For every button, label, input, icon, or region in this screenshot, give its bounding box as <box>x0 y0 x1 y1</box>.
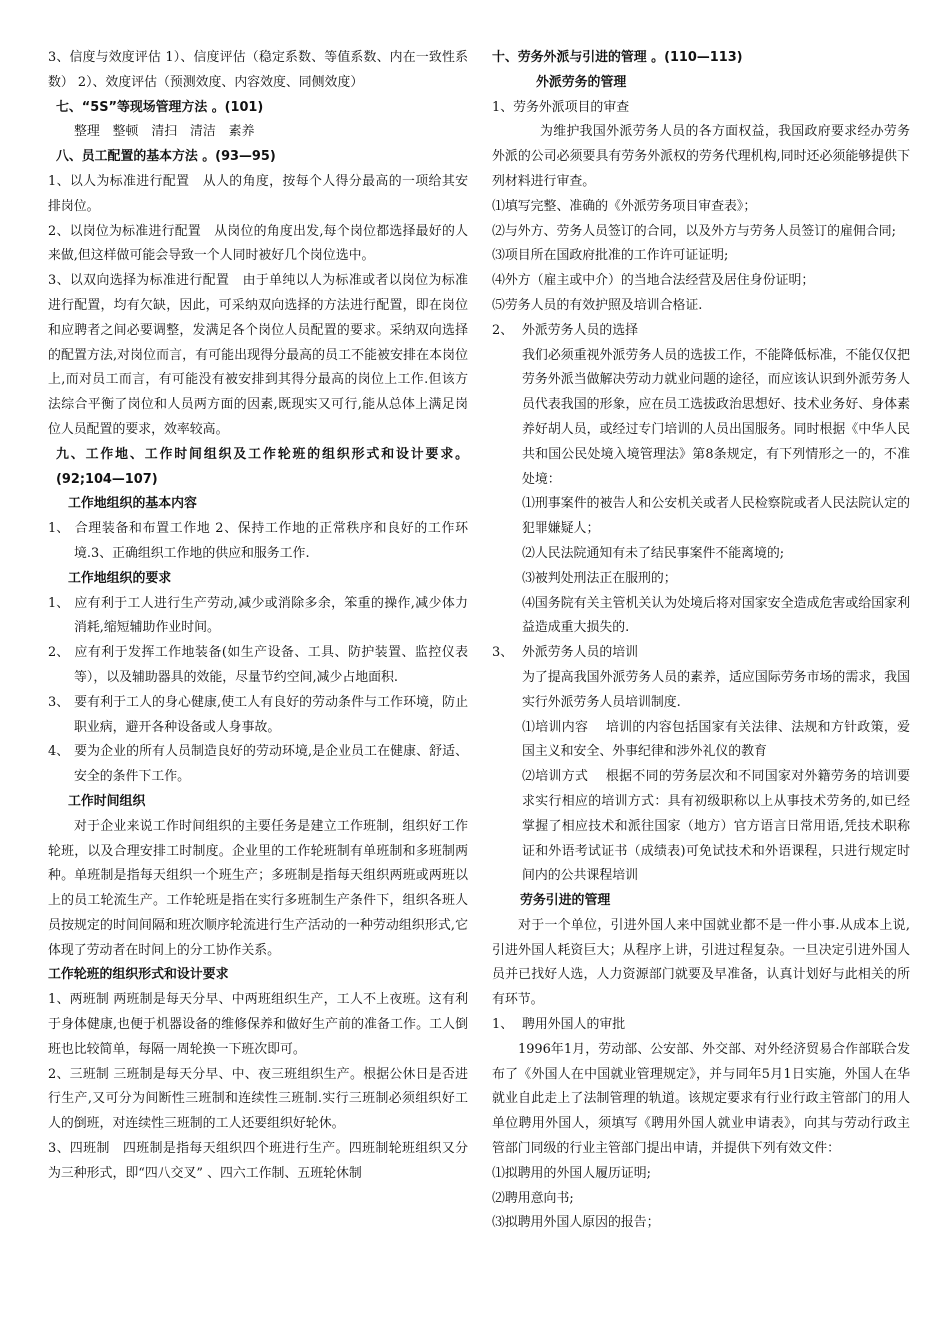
list-text: 要有利于工人的身心健康,使工人有良好的劳动条件与工作环境，防止职业病，避开各种设备或人身事故。 <box>74 694 468 735</box>
list-item <box>492 319 910 344</box>
list-item: ⑴拟聘用的外国人履历证明; <box>492 1165 652 1181</box>
list-item: ⑵聘用意向书; <box>492 1190 574 1206</box>
paragraph: 2、以岗位为标准进行配置 从岗位的角度出发,每个岗位都选择最好的人来做,但这样做可能会导致一个人同时被好几个岗位选中。 <box>48 223 468 264</box>
section-heading: 十、劳务外派与引进的管理 。(110—113) <box>492 50 743 65</box>
list-item: ⑴填写完整、准确的《外派劳务项目审查表》； <box>492 198 757 214</box>
section-heading: 七、“5S”等现场管理方法 。(101) <box>56 99 264 115</box>
list-text: 应有利于工人进行生产劳动,减少或消除多余，笨重的操作,减少体力消耗,缩短辅助作业时间。 <box>74 595 468 636</box>
list-number: 4、 <box>48 744 70 760</box>
list-item: ⑶拟聘用外国人原因的报告； <box>492 1215 660 1231</box>
paragraph: 整理 整顿 清扫 清洁 素养 <box>74 124 255 140</box>
list-item: ⑶项目所在国政府批准的工作许可证证明; <box>492 248 729 264</box>
list-item: ⑵人民法院通知有未了结民事案件不能离境的; <box>522 545 785 561</box>
list-title: 外派劳务人员的培训 <box>522 645 639 661</box>
subheading: 工作地组织的要求 <box>68 570 172 586</box>
list-title: 聘用外国人的审批 <box>522 1017 626 1033</box>
list-item: ⑶被判处刑法正在服刑的； <box>522 570 677 586</box>
list-title: 外派劳务人员的选择 <box>522 322 639 338</box>
list-item <box>48 740 468 790</box>
list-item <box>48 691 468 741</box>
paragraph: 1996年1月，劳动部、公安部、外交部、对外经济贸易合作部联合发布了《外国人在中国就业管理规定》，并与同年5月1日实施，外国人在华就业自此走上了法制管理的轨道。该规定要求有行业行政主管部门的用人单位聘用外国人，须填写《聘用外国人就业申请表》，向其与劳动行政主管部门同级的行业主管部门提出申请，并提供下列有效文件： <box>492 1041 910 1157</box>
section-heading: 八、员工配置的基本方法 。(93—95) <box>56 149 276 165</box>
paragraph: 3、四班制 四班制是指每天组织四个班进行生产。四班制轮班组织又分为三种形式，即“四八交叉” 、四六工作制、五班轮休制 <box>48 1141 468 1181</box>
list-text: 应有利于发挥工作地装备(如生产设备、工具、防护装置、监控仪表等），以及辅助器具的效能，尽量节约空间,减少占地面积. <box>74 645 468 685</box>
list-item: ⑴培训内容 培训的内容包括国家有关法律、法规和方针政策，爱国主义和安全、外事纪律和涉外礼仪的教育 <box>522 719 910 760</box>
list-number: 3、 <box>48 694 70 710</box>
subheading: 工作时间组织 <box>68 793 146 809</box>
paragraph: 我们必须重视外派劳务人员的选拔工作，不能降低标准，不能仅仅把劳务外派当做解决劳动力就业问题的途径，而应该认识到外派劳务人员代表我国的形象，应在员工选拔政治思想好、技术业务好、身体素养好胡人员，或经过专门培训的人员出国服务。同时根据《中华人民共和国公民处境入境管理法》第8条规定，有下列情形之一的，不准处境： <box>522 347 910 487</box>
paragraph: 对于一个单位，引进外国人来中国就业都不是一件小事.从成本上说,引进外国人耗资巨大；从程序上讲，引进过程复杂。一旦决定引进外国人员并已找好人选，人力资源部门就要及早准备，认真计划好与此相关的所有环节。 <box>492 917 910 1008</box>
paragraph: 对于企业来说工作时间组织的主要任务是建立工作班制，组织好工作轮班，以及合理安排工时制度。企业里的工作轮班制有单班制和多班制两种。单班制是指每天组织一个班生产；多班制是指每天组织两班或两班以上的员工轮流生产。工作轮班是指在实行多班制生产条件下，组织各班人员按规定的时间间隔和班次顺序轮流进行生产活动的一种劳动组织形式,它体现了劳动者在时间上的分工协作关系。 <box>48 818 468 958</box>
list-text: 要为企业的所有人员制造良好的劳动环境,是企业员工在健康、舒适、安全的条件下工作。 <box>74 744 468 785</box>
paragraph: 2、三班制 三班制是每天分早、中、夜三班组织生产。根据公休日是否进行生产,又可分为间断性三班制和连续性三班制.实行三班制必须组织好工人的倒班，对连续性三班制的工人还要组织好轮休。 <box>48 1066 468 1132</box>
paragraph: 1、两班制 两班制是每天分早、中两班组织生产，工人不上夜班。这有利于身体健康,也便于机器设备的维修保养和做好生产前的准备工作。工人倒班也比较简单，每隔一周轮换一下班次即可。 <box>48 992 468 1057</box>
list-text: 合理装备和布置工作地 2、保持工作地的正常秩序和良好的工作环境.3、正确组织工作地的供应和服务工作. <box>74 521 468 561</box>
list-item: ⑵与外方、劳务人员签订的合同，以及外方与劳务人员签订的雇佣合同; <box>492 223 896 239</box>
list-number: 3、 <box>492 645 514 661</box>
paragraph: 3、以双向选择为标准进行配置 由于单纯以人为标准或者以岗位为标准进行配置，均有欠缺，因此，可采纳双向选择的方法进行配置，即在岗位和应聘者之间必要调整，发满足各个岗位人员配置的要求。采纳双向选择的配置方法,对岗位而言，有可能出现得分最高的员工不能被安排在本岗位上,而对员工而言，有可能没有被安排到其得分最高的岗位上工作.但该方法综合平衡了岗位和人员两方面的因素,既现实又可行,能从总体上满足岗位人员配置的要求，效率较高。 <box>48 273 468 437</box>
paragraph: 3、信度与效度评估 1）、信度评估（稳定系数、等值系数、内在一致性系数） 2）、效度评估（预测效度、内容效度、同侧效度） <box>48 50 468 90</box>
list-number: 2、 <box>48 645 70 661</box>
list-item <box>492 641 910 666</box>
list-item: ⑴刑事案件的被告人和公安机关或者人民检察院或者人民法院认定的犯罪嫌疑人； <box>522 496 910 537</box>
list-item: ⑷国务院有关主管机关认为处境后将对国家安全造成危害或给国家利益造成重大损失的. <box>522 595 910 636</box>
list-number: 1、 <box>48 521 70 537</box>
list-item <box>48 592 468 642</box>
list-item <box>492 1013 910 1038</box>
paragraph: 1、劳务外派项目的审查 <box>492 99 630 115</box>
list-number: 1、 <box>48 595 70 611</box>
subheading: 劳务引进的管理 <box>520 893 611 909</box>
section-heading: 九、工作地、工作时间组织及工作轮班的组织形式和设计要求。(92;104—107) <box>56 446 468 487</box>
list-item <box>48 641 468 691</box>
list-number: 2、 <box>492 322 514 338</box>
subheading: 外派劳务的管理 <box>536 74 627 90</box>
paragraph: 为了提高我国外派劳务人员的素养，适应国际劳务市场的需求，我国实行外派劳务人员培训制度. <box>522 669 910 710</box>
list-item <box>48 517 468 567</box>
list-number: 1、 <box>492 1017 514 1033</box>
left-column <box>48 46 468 1187</box>
list-item: ⑷外方（雇主或中介）的当地合法经营及居住身份证明； <box>492 273 815 289</box>
list-item: ⑸劳务人员的有效护照及培训合格证. <box>492 297 703 313</box>
paragraph: 1、以人为标准进行配置 从人的角度，按每个人得分最高的一项给其安排岗位。 <box>48 173 468 214</box>
subheading: 工作轮班的组织形式和设计要求 <box>48 967 229 983</box>
list-item: ⑵培训方式 根据不同的劳务层次和不同国家对外籍劳务的培训要求实行相应的培训方式：具有初级职称以上从事技术劳务的,如已经掌握了相应技术和派往国家（地方）官方语言日常用语,凭技术职称证和外语考试证书（成绩表)可免试技术和外语课程，只进行规定时间内的公共课程培训 <box>522 769 910 884</box>
subheading: 工作地组织的基本内容 <box>68 496 197 512</box>
right-column <box>492 46 910 1236</box>
paragraph: 为维护我国外派劳务人员的各方面权益，我国政府要求经办劳务外派的公司必须要具有劳务外派权的劳务代理机构,同时还必须能够提供下列材料进行审查。 <box>492 124 910 189</box>
